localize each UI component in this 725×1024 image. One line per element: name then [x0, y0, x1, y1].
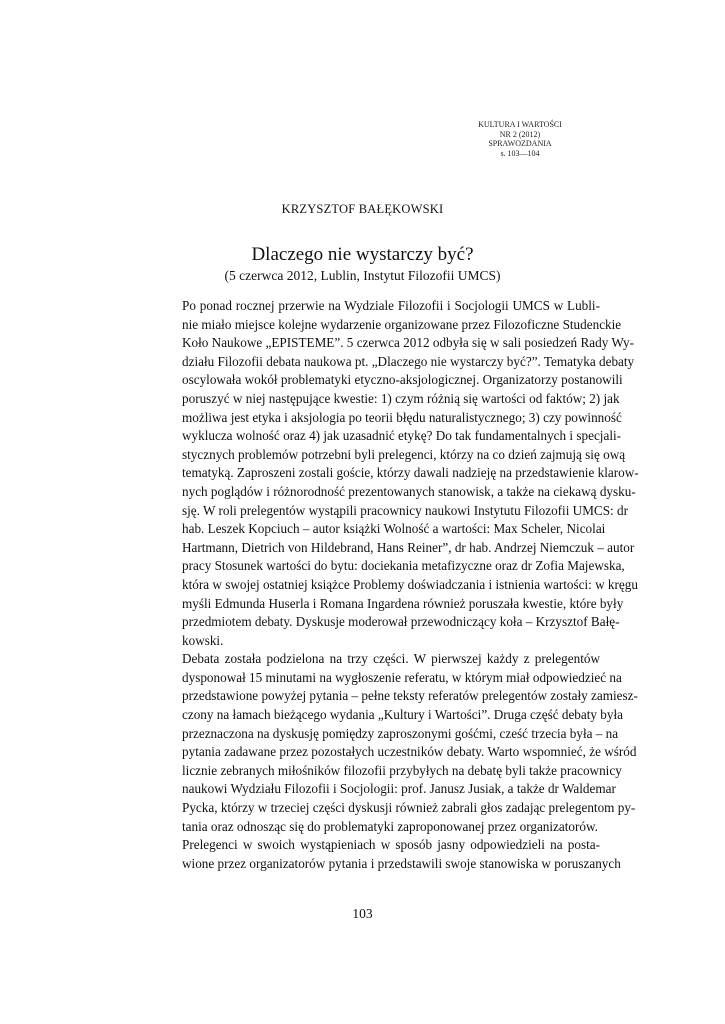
- text-line: Prelegenci w swoich wystąpieniach w sposób jasny odpowiedzieli na posta-: [182, 837, 600, 853]
- text-line: wyklucza wolność oraz 4) jak uzasadnić etykę? Do tak fundamentalnych i specjali-: [182, 428, 622, 444]
- journal-issue: NR 2 (2012): [499, 129, 541, 139]
- paragraph: [146, 297, 639, 650]
- page-number: 103: [352, 906, 373, 921]
- text-line: możliwa jest etyka i aksjologia po teorii błędu naturalistycznego; 3) czy powinność: [182, 409, 622, 425]
- paragraph: [146, 650, 638, 836]
- text-line: czony na łamach bieżącego wydania „Kultury i Wartości”. Druga część debaty była: [182, 707, 624, 723]
- paragraph: [146, 836, 621, 873]
- text-line: dysponował 15 minutami na wygłoszenie referatu, w którym miał odpowiedzieć na: [182, 669, 622, 685]
- text-line: kowski.: [182, 632, 224, 648]
- text-line: oscylowała wokół problematyki etyczno-aksjologicznej. Organizatorzy postanowili: [182, 372, 623, 388]
- text-line: nie miało miejsce kolejne wydarzenie organizowane przez Filozoficzne Studenckie: [182, 316, 622, 332]
- text-line: poruszyć w niej następujące kwestie: 1) czym różnią się wartości od faktów; 2) jak: [182, 390, 620, 406]
- text-line: pracy Stosunek wartości do bytu: dociekania metafizyczne oraz dr Zofia Majewska,: [182, 558, 625, 574]
- journal-name: KULTURA I WARTOŚCI: [478, 120, 562, 129]
- author-name: KRZYSZTOF BAŁĘKOWSKI: [281, 202, 444, 216]
- text-line: licznie zebranych miłośników filozofii przybyłych na debatę byli także pracownicy: [182, 762, 622, 778]
- text-line: Pycka, którzy w trzeciej części dyskusji również zabrali głos zadając prelegentom py-: [182, 800, 636, 816]
- text-line: Hartmann, Dietrich von Hildebrand, Hans Reiner”, dr hab. Andrzej Niemczuk – autor: [182, 539, 635, 555]
- text-line: stycznych problemów potrzebni byli prelegenci, którzy na co dzień zajmują się ową: [182, 446, 626, 462]
- text-line: Po ponad rocznej przerwie na Wydziale Filozofii i Socjologii UMCS w Lubli-: [182, 298, 600, 313]
- text-line: przedstawione powyżej pytania – pełne teksty referatów prelegentów zostały zamiesz-: [182, 688, 638, 704]
- text-line: przedmiotem debaty. Dyskusje moderował przewodniczący koła – Krzysztof Bałę-: [182, 614, 620, 630]
- text-line: tania oraz odnosząc się do problematyki zaproponowanej przez organizatorów.: [182, 818, 598, 834]
- text-line: która w swojej ostatniej książce Problemy doświadczania i istnienia wartości: w kręgu: [182, 576, 638, 592]
- text-line: pytania zadawane przez pozostałych uczestników debaty. Warto wspomnieć, że wśród: [182, 744, 637, 760]
- text-line: hab. Leszek Kopciuch – autor książki Wolność a wartości: Max Scheler, Nicolai: [182, 521, 606, 537]
- text-line: przeznaczona na dyskusję pomiędzy zaproszonymi gośćmi, cześć trzecia była – na: [182, 725, 619, 741]
- article-subtitle: (5 czerwca 2012, Lublin, Instytut Filozofii UMCS): [224, 268, 501, 283]
- text-line: tematyką. Zaproszeni zostali goście, którzy dawali nadzieję na przedstawienie klarow-: [182, 465, 639, 481]
- text-line: myśli Edmunda Huserla i Romana Ingardena również poruszała kwestie, które były: [182, 595, 624, 611]
- text-line: Debata została podzielona na trzy części. W pierwszej każdy z prelegentów: [182, 651, 600, 667]
- article-body: [146, 297, 639, 873]
- text-line: Koło Naukowe „EPISTEME”. 5 czerwca 2012 odbyła się w sali posiedzeń Rady Wy-: [182, 335, 634, 351]
- journal-pages: s. 103—104: [500, 148, 540, 158]
- article-title: Dlaczego nie wystarczy być?: [251, 244, 474, 265]
- text-line: działu Filozofii debata naukowa pt. „Dlaczego nie wystarczy być?”. Tematyka debaty: [182, 353, 635, 369]
- text-line: wione przez organizatorów pytania i przedstawili swoje stanowiska w poruszanych: [182, 855, 621, 871]
- text-line: nych poglądów i różnorodność prezentowanych stanowisk, a także na ciekawą dysku-: [182, 483, 636, 499]
- text-line: naukowi Wydziału Filozofii i Socjologii: prof. Janusz Jusiak, a także dr Waldemar: [182, 781, 616, 797]
- text-line: sję. W roli prelegentów wystąpili pracownicy naukowi Instytutu Filozofii UMCS: dr: [182, 502, 628, 518]
- journal-meta: [450, 120, 590, 158]
- journal-section: SPRAWOZDANIA: [488, 139, 552, 149]
